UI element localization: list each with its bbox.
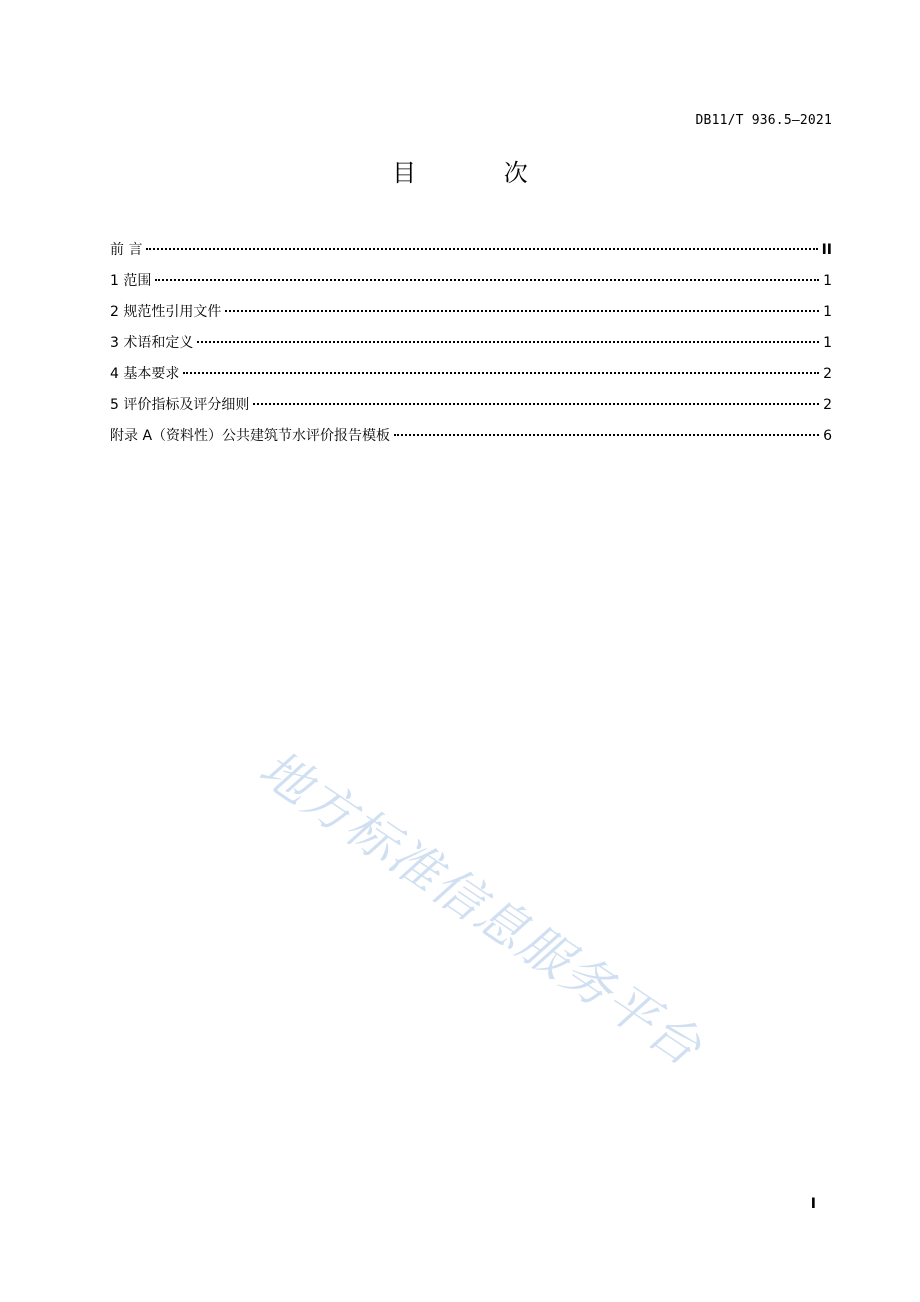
toc-entry-page: 6 (823, 428, 832, 444)
toc-entry-page: 1 (823, 335, 832, 351)
toc-entry-label: 1 范围 (110, 273, 152, 289)
toc-entry-page: II (821, 242, 832, 258)
toc-leader-dots (146, 248, 817, 250)
toc-leader-dots (394, 434, 819, 436)
toc-entry-label: 附录 A（资料性）公共建筑节水评价报告模板 (110, 428, 391, 444)
toc-entry-page: 2 (823, 397, 832, 413)
toc-entry-page: 2 (823, 366, 832, 382)
toc-entry-page: 1 (823, 273, 832, 289)
toc-entry-basic-requirements[interactable] (110, 360, 832, 391)
toc-entry-label: 5 评价指标及评分细则 (110, 397, 250, 413)
toc-entry-terms-definitions[interactable] (110, 329, 832, 360)
toc-leader-dots (155, 279, 819, 281)
toc-entry-normative-references[interactable] (110, 298, 832, 329)
toc-entry-appendix-a[interactable] (110, 422, 832, 453)
toc-entry-foreword[interactable] (110, 236, 832, 267)
toc-entry-label: 2 规范性引用文件 (110, 304, 222, 320)
toc-entry-evaluation-indicators[interactable] (110, 391, 832, 422)
toc-leader-dots (225, 310, 819, 312)
toc-leader-dots (197, 341, 819, 343)
toc-entry-scope[interactable] (110, 267, 832, 298)
document-code: DB11/T 936.5—2021 (695, 113, 832, 128)
toc-entry-page: 1 (823, 304, 832, 320)
toc-leader-dots (253, 403, 819, 405)
watermark: 地方标准信息服务平台 (248, 738, 713, 1078)
page-number: I (810, 1196, 816, 1212)
toc-leader-dots (183, 372, 819, 374)
toc-entry-label: 4 基本要求 (110, 366, 180, 382)
page-title: 目 次 (392, 159, 568, 187)
toc-entry-label: 3 术语和定义 (110, 335, 194, 351)
toc-entry-label: 前 言 (110, 242, 143, 258)
table-of-contents (110, 236, 832, 453)
